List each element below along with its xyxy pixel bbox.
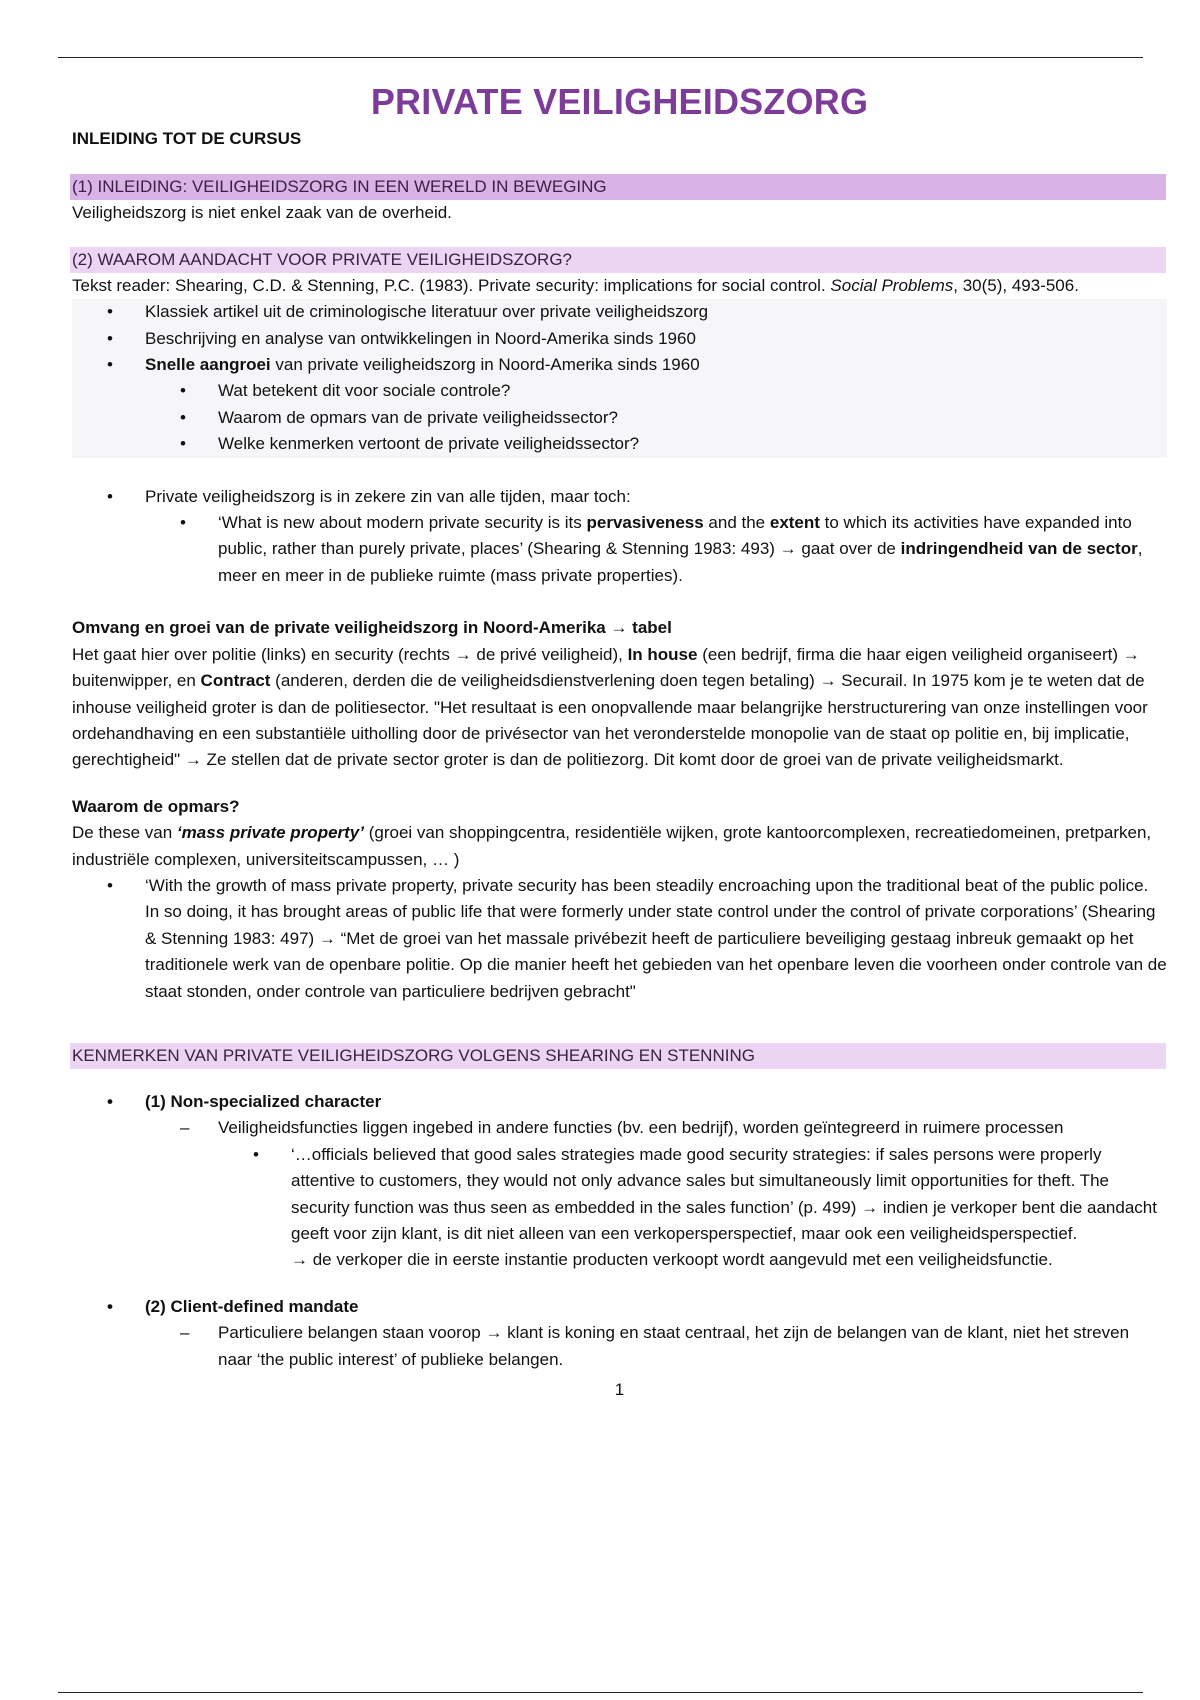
section-2-list — [72, 299, 1167, 457]
bullet-icon: • — [180, 434, 186, 454]
page-subtitle: INLEIDING TOT DE CURSUS — [72, 129, 302, 148]
spacer — [72, 774, 1167, 794]
quote-part: , meer en meer in de publieke ruimte (mass private properties). — [218, 539, 1143, 585]
section-4-list — [72, 873, 1167, 1005]
list-item — [72, 326, 1167, 352]
reader-reference — [72, 273, 1167, 299]
paragraph-emphasis: Contract — [200, 671, 271, 691]
list-item — [72, 378, 1167, 404]
section-1-text: Veiligheidszorg is niet enkel zaak van de overheid. — [72, 203, 452, 223]
bullet-icon: • — [180, 381, 186, 401]
section-5-list-b — [72, 1294, 1167, 1373]
list-item — [72, 299, 1167, 325]
list-item — [72, 431, 1167, 457]
list-item — [72, 510, 1167, 589]
bullet-icon: • — [107, 1296, 113, 1316]
paragraph-part: (anderen, derden die de veiligheidsdienstverlening doen tegen betaling) → Securail. In 1975 kom je te weten dat de inhouse veiligheid groter is dan de politiesector. "Het resultaat is een onopvallende maar belangrijke herstructurering van onze instellingen voor ordehandhaving en een substantiële uitholling door de privésector van het veronderstelde monopolie van de staat op politie en, bij implicatie, gerechtigheid" → Ze stellen dat de private sector groter is dan de politiezorg. Dit komt door de groei van de private veiligheidsmarkt. — [72, 671, 1148, 770]
spacer — [72, 1069, 1167, 1089]
quote-emphasis: indringendheid van de sector — [900, 539, 1138, 559]
section-heading-3: Omvang en groei van de private veiligheidszorg in Noord-Amerika → tabel — [72, 618, 672, 638]
page-number: 1 — [614, 1380, 625, 1400]
spacer — [72, 458, 1167, 484]
reference-part: Tekst reader: Shearing, C.D. & Stenning, P.C. (1983). Private security: implications for social control. — [72, 275, 831, 295]
list-item-text: Welke kenmerken vertoont de private veiligheidssector? — [218, 434, 640, 454]
characteristic-title: (2) Client-defined mandate — [145, 1296, 359, 1316]
paragraph-part: De these van — [72, 823, 177, 843]
journal-name: Social Problems — [830, 275, 954, 295]
paragraph-part: Het gaat hier over politie (links) en security (rechts → de privé veiligheid), — [72, 644, 628, 664]
bullet-icon: • — [107, 875, 113, 895]
list-item-emphasis: Snelle aangroei — [145, 355, 271, 375]
dash-icon: – — [180, 1118, 190, 1138]
list-item — [72, 352, 1167, 378]
paragraph-part: (een bedrijf, firma die haar eigen veiligheid organiseert) → buitenwipper, en — [72, 644, 1140, 691]
section-5-list — [72, 1089, 1167, 1274]
page-content — [72, 80, 1167, 1403]
list-item — [72, 405, 1167, 431]
list-item-note: → de verkoper die in eerste instantie producten verkoopt wordt aangevuld met een veiligheidsfunctie. — [291, 1250, 1053, 1270]
spacer — [72, 1274, 1167, 1294]
paragraph-emphasis: In house — [627, 644, 698, 664]
list-item-text: Klassiek artikel uit de criminologische literatuur over private veiligheidszorg — [145, 302, 709, 322]
bullet-icon: • — [107, 486, 113, 506]
section-heading-4: Waarom de opmars? — [72, 796, 240, 816]
reference-part: , 30(5), 493-506. — [953, 275, 1079, 295]
quote-emphasis: pervasiveness — [586, 513, 704, 533]
section-heading-2 — [70, 247, 1166, 273]
list-item — [72, 1320, 1167, 1373]
list-item-text: ‘With the growth of mass private property, private security has been steadily encroaching upon the traditional beat of the public police. In so doing, it has brought areas of public life that were formerly under state control under the control of private corporations’ (Shearing & Stenning 1983: 497) → “Met de groei van het massale privébezit heeft de particuliere beveiliging gestaag inbreuk gemaakt op het traditionele werk van de openbare politie. Op die manier heeft het gebieden van het openbare leven die voorheen onder controle van de staat stonden, onder controle van particuliere bedrijven gebracht" — [145, 875, 1167, 1001]
paragraph-emphasis: ‘mass private property’ — [176, 823, 364, 843]
bullet-icon: • — [180, 513, 186, 533]
list-item-text: van private veiligheidszorg in Noord-Amerika sinds 1960 — [270, 355, 700, 375]
characteristic-title: (1) Non-specialized character — [145, 1091, 382, 1111]
bottom-rule — [58, 1692, 1143, 1693]
list-item-text: Particuliere belangen staan voorop → klant is koning en staat centraal, het zijn de belangen van de klant, niet het streven naar ‘the public interest’ of publieke belangen. — [218, 1323, 1130, 1369]
list-item — [72, 484, 1167, 510]
section-3-paragraph — [72, 642, 1167, 774]
bullet-icon: • — [107, 1091, 113, 1111]
section-2-list-b — [72, 484, 1167, 590]
section-heading-2-text: (2) WAAROM AANDACHT VOOR PRIVATE VEILIGHEIDSZORG? — [72, 249, 573, 269]
bullet-icon: • — [253, 1144, 259, 1164]
section-heading-1: (1) INLEIDING: VEILIGHEIDSZORG IN EEN WERELD IN BEWEGING — [70, 174, 1166, 200]
list-item-text: Veiligheidsfuncties liggen ingebed in andere functies (bv. een bedrijf), worden geïntegreerd in ruimere processen — [218, 1118, 1064, 1138]
page-title: PRIVATE VEILIGHEIDSZORG — [370, 81, 869, 122]
top-rule — [58, 57, 1143, 58]
dash-icon: – — [180, 1323, 190, 1343]
quote-part: and the — [703, 513, 770, 533]
list-item — [72, 1142, 1167, 1274]
section-4-paragraph — [72, 820, 1167, 873]
list-item — [72, 1115, 1167, 1141]
bullet-icon: • — [180, 407, 186, 427]
quote-part: ‘What is new about modern private security is its — [218, 513, 587, 533]
list-item-text: ‘…officials believed that good sales strategies made good security strategies: if sales persons were properly attentive to customers, they would not only advance sales but simultaneously limit opportunities for theft. The security function was thus seen as embedded in the sales function’ (p. 499) → indien je verkoper bent die aandacht geeft voor zijn klant, is dit niet alleen van een verkopersperspectief, maar ook een veiligheidsperspectief. — [291, 1144, 1157, 1243]
spacer — [72, 227, 1167, 247]
list-item — [72, 1089, 1167, 1115]
list-item-text: Beschrijving en analyse van ontwikkelingen in Noord-Amerika sinds 1960 — [145, 328, 696, 348]
paragraph-part: (groei van shoppingcentra, residentiële wijken, grote kantoorcomplexen, recreatiedomeinen, pretparken, industriële complexen, universiteitscampussen, … ) — [72, 823, 1152, 869]
bullet-icon: • — [107, 328, 113, 348]
spacer — [72, 1005, 1167, 1043]
bullet-icon: • — [107, 355, 113, 375]
bullet-icon: • — [107, 302, 113, 322]
list-item-text: Wat betekent dit voor sociale controle? — [218, 381, 511, 401]
list-item — [72, 1294, 1167, 1320]
quote-part: to which its activities have expanded into public, rather than purely private, places’ (Shearing & Stenning 1983: 493) → gaat over de — [218, 513, 1132, 559]
quote-emphasis: extent — [769, 513, 820, 533]
section-heading-5: KENMERKEN VAN PRIVATE VEILIGHEIDSZORG VOLGENS SHEARING EN STENNING — [70, 1043, 1166, 1069]
list-item-text: Waarom de opmars van de private veiligheidssector? — [218, 407, 619, 427]
list-item-text: Private veiligheidszorg is in zekere zin van alle tijden, maar toch: — [145, 486, 631, 506]
spacer — [72, 589, 1167, 615]
list-item — [72, 873, 1167, 1005]
